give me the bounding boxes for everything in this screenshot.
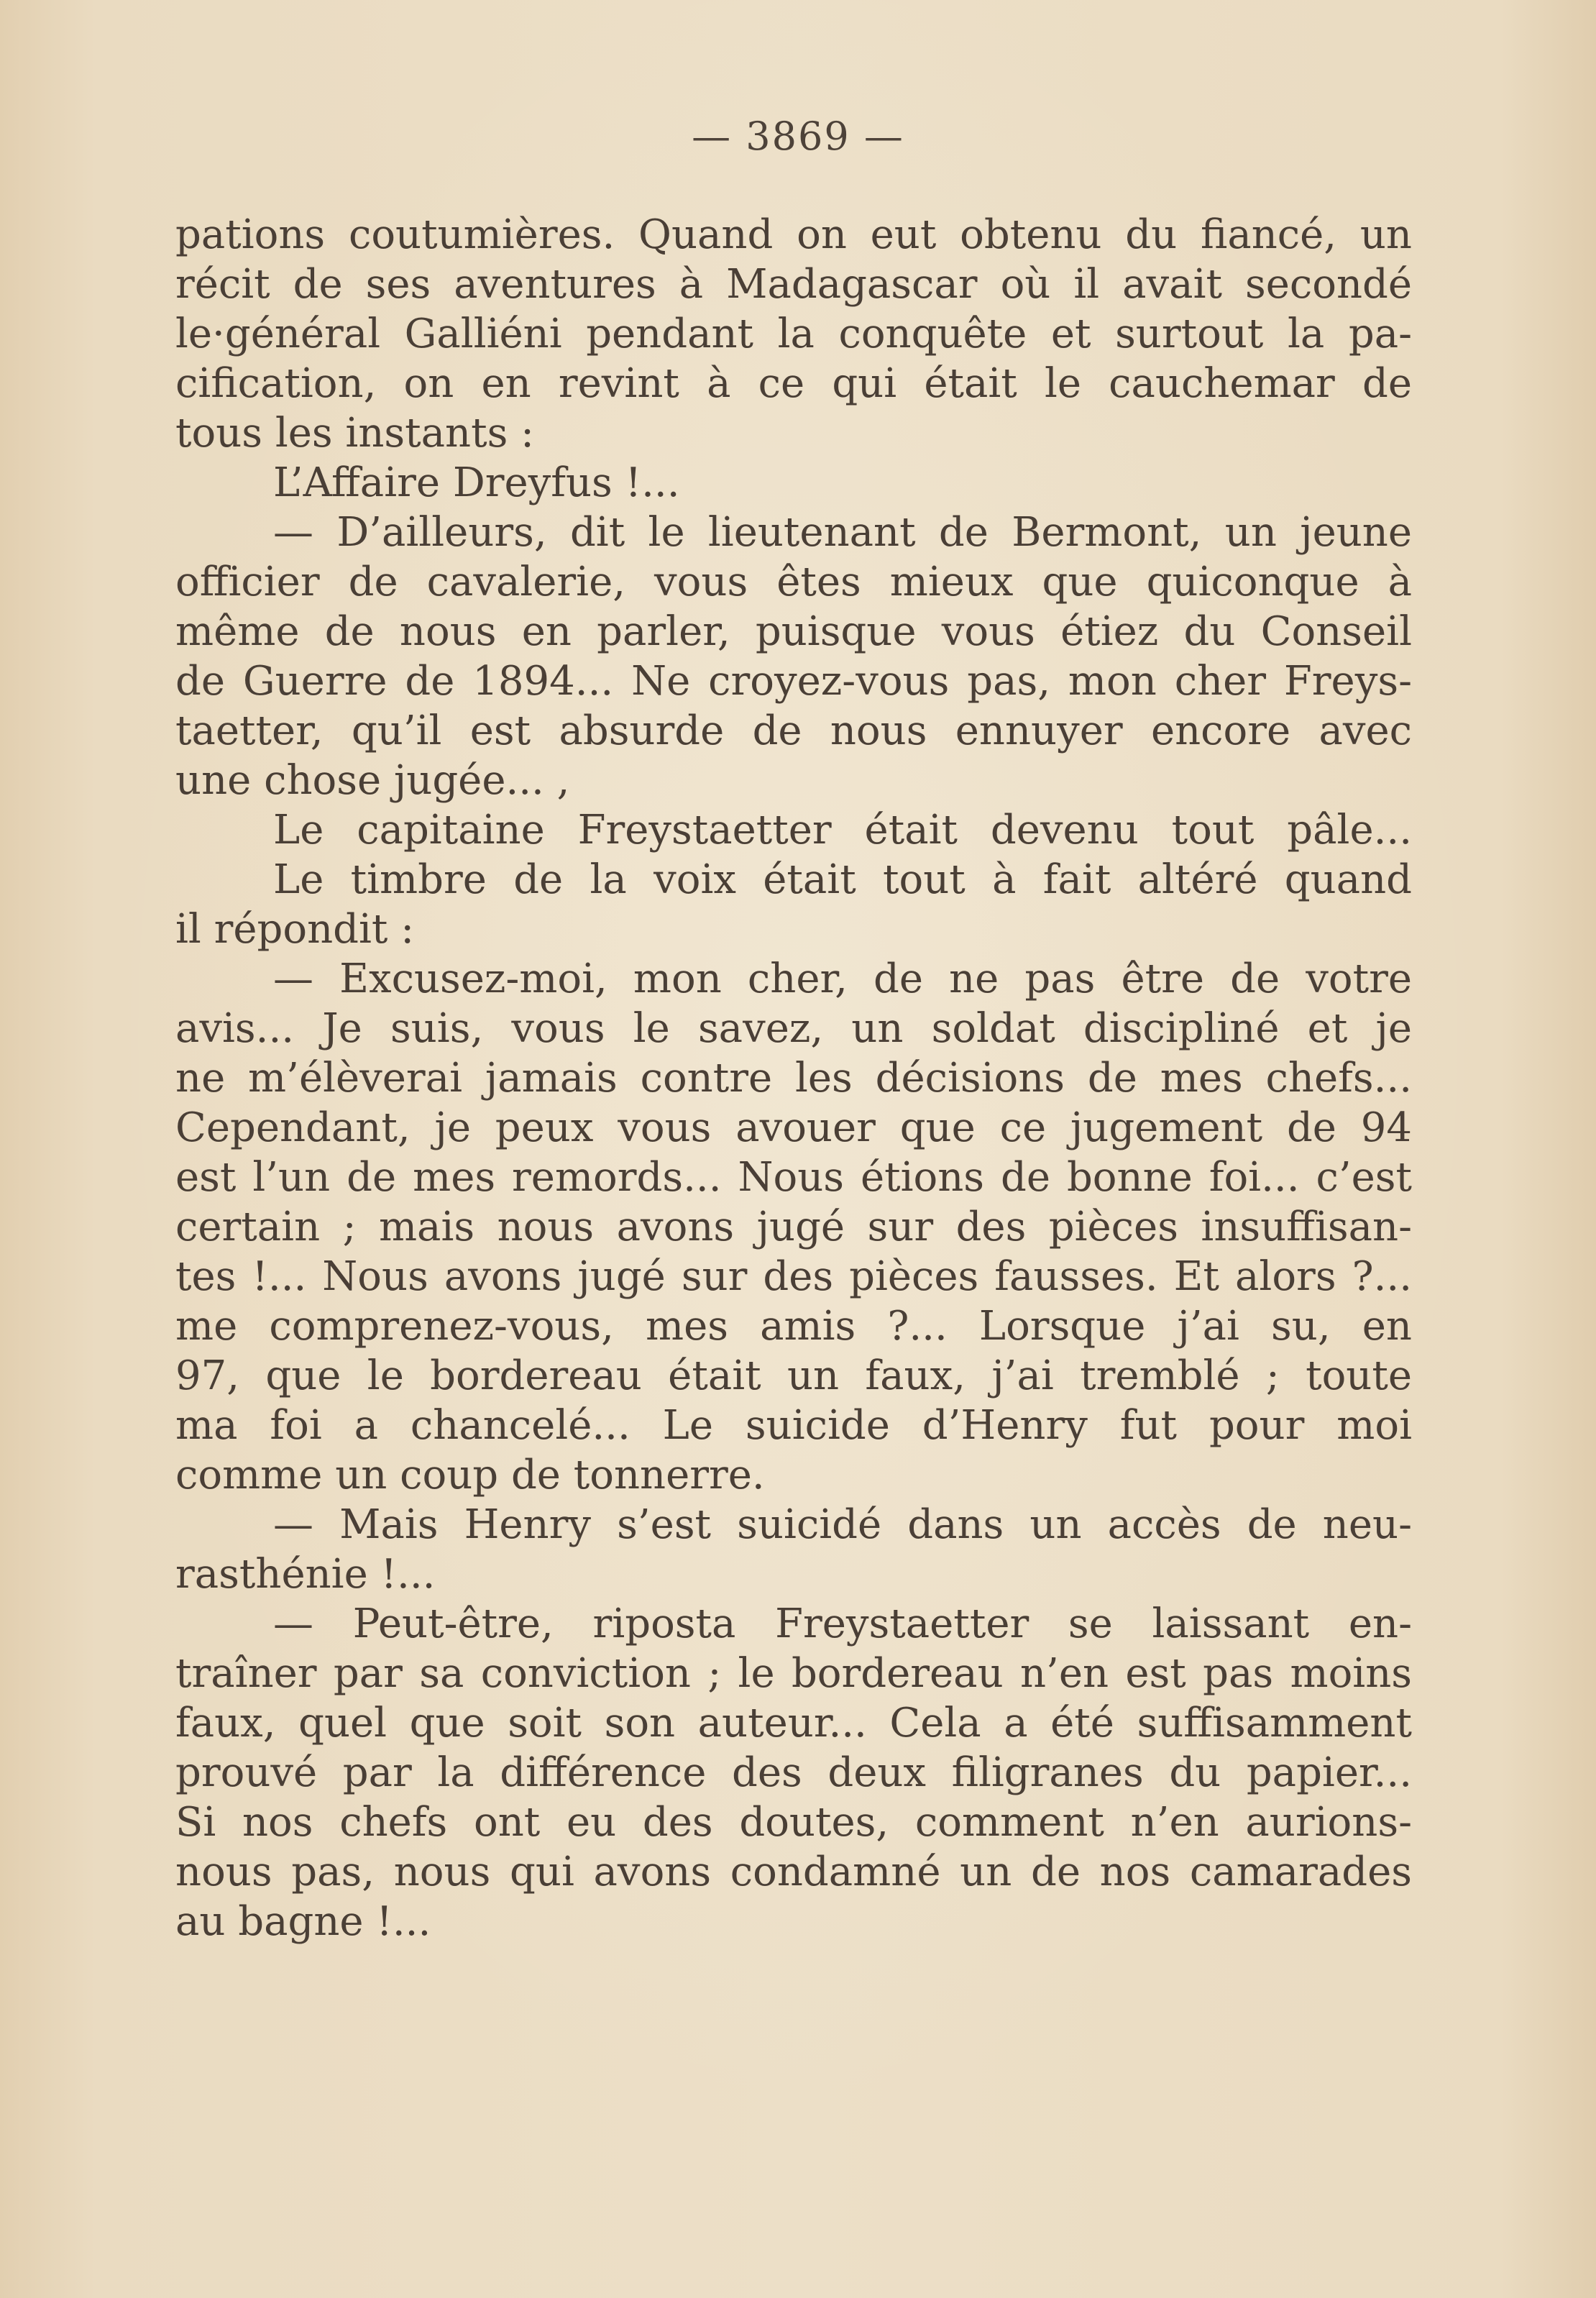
text-line: — Peut-être, riposta Freystaetter se laissant en- — [273, 1601, 1412, 1647]
text-line: de Guerre de 1894... Ne croyez-vous pas, mon cher Freys- — [175, 658, 1412, 705]
text-line: ma foi a chancelé... Le suicide d’Henry fut pour moi — [175, 1402, 1412, 1449]
text-line: rasthénie !... — [175, 1551, 436, 1598]
text-line: il répondit : — [175, 906, 415, 953]
text-line: traîner par sa conviction ; le bordereau n’en est pas moins — [175, 1650, 1412, 1697]
text-line: me comprenez-vous, mes amis ?... Lorsque j’ai su, en — [175, 1303, 1412, 1350]
text-line: même de nous en parler, puisque vous étiez du Conseil — [175, 608, 1412, 655]
text-line: avis... Je suis, vous le savez, un soldat discipliné et je — [175, 1005, 1412, 1052]
text-line: — D’ailleurs, dit le lieutenant de Bermont, un jeune — [273, 509, 1412, 556]
text-line: Cependant, je peux vous avouer que ce jugement de 94 — [175, 1104, 1412, 1151]
text-line: nous pas, nous qui avons condamné un de nos camarades — [175, 1849, 1412, 1895]
text-line: Le capitaine Freystaetter était devenu tout pâle... — [273, 807, 1412, 853]
page-number: — 3869 — — [692, 114, 904, 159]
text-line: récit de ses aventures à Madagascar où il avait secondé — [175, 261, 1412, 308]
text-line: prouvé par la différence des deux filigranes du papier... — [175, 1749, 1412, 1796]
text-line: taetter, qu’il est absurde de nous ennuyer encore avec — [175, 708, 1412, 754]
text-line: pations coutumières. Quand on eut obtenu du fiancé, un — [175, 211, 1412, 258]
text-line: tes !... Nous avons jugé sur des pièces fausses. Et alors ?... — [175, 1253, 1412, 1300]
text-line: officier de cavalerie, vous êtes mieux que quiconque à — [175, 559, 1412, 605]
text-line: Le timbre de la voix était tout à fait altéré quand — [273, 856, 1412, 903]
text-line: faux, quel que soit son auteur... Cela a été suffisamment — [175, 1700, 1412, 1747]
body-text — [175, 210, 1412, 1946]
text-line: Si nos chefs ont eu des doutes, comment n’en aurions- — [175, 1799, 1412, 1846]
text-line: le·général Galliéni pendant la conquête et surtout la pa- — [175, 311, 1412, 357]
text-line: 97, que le bordereau était un faux, j’ai tremblé ; toute — [175, 1352, 1412, 1399]
text-line: cification, on en revint à ce qui était le cauchemar de — [175, 360, 1412, 407]
text-line: est l’un de mes remords... Nous étions de bonne foi... c’est — [175, 1154, 1412, 1201]
text-line: certain ; mais nous avons jugé sur des pièces insuffisan- — [175, 1204, 1412, 1250]
text-line: une chose jugée... , — [175, 757, 570, 804]
text-line: ne m’élèverai jamais contre les décisions de mes chefs... — [175, 1055, 1412, 1102]
text-line: — Mais Henry s’est suicidé dans un accès de neu- — [273, 1501, 1412, 1548]
text-line: — Excusez-moi, mon cher, de ne pas être de votre — [273, 956, 1412, 1002]
text-line: comme un coup de tonnerre. — [175, 1452, 765, 1498]
text-line: L’Affaire Dreyfus !... — [273, 459, 680, 506]
text-line: tous les instants : — [175, 410, 534, 457]
text-line: au bagne !... — [175, 1898, 431, 1945]
